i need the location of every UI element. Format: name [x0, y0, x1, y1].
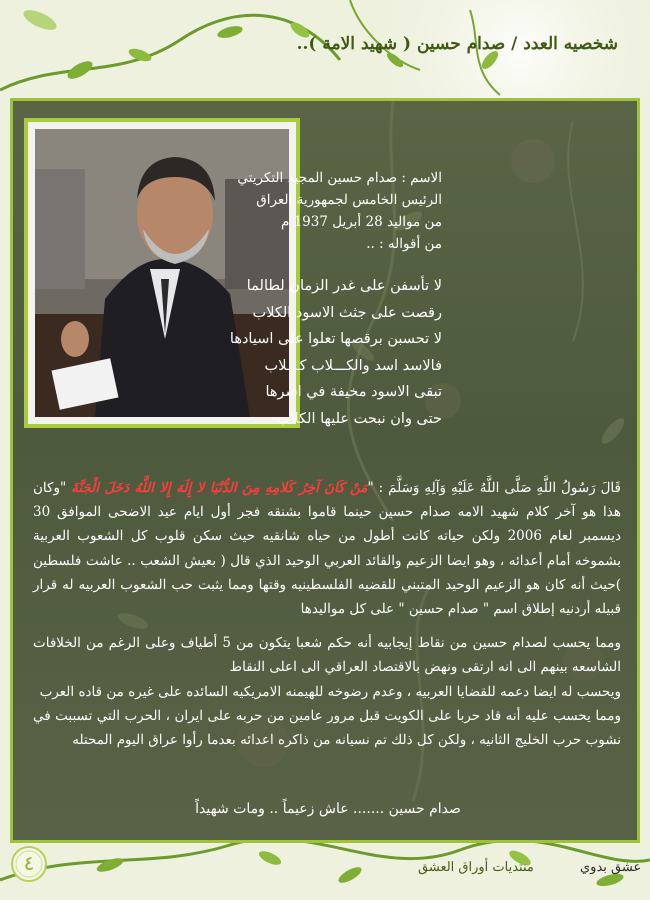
closing-line: صدام حسين ....... عاش زعيماً .. ومات شهيداً	[195, 801, 461, 817]
bio-quotes-label: من أقواله : ..	[366, 236, 442, 252]
article-paragraph-2: ومما يحسب لصدام حسين من نقاط إيجابيه أنه حكم شعبا يتكون من 5 أطياف وعلى الرغم من الخلافات الشاسعه بينهم الى انه ارتقى ونهض بالاقتصاد العراقي الى اعلى النقاط	[33, 635, 622, 676]
article-panel	[10, 98, 640, 843]
bio-block	[112, 167, 442, 255]
poem-line: حتى وان نبحت عليها الكلاب	[276, 410, 442, 427]
article-paragraph-1	[33, 476, 621, 621]
footer-forum-name: منتديات أوراق العشق	[418, 860, 534, 875]
bio-title: الرئيس الخامس لجمهورية العراق	[256, 192, 442, 208]
article-paragraph-4: ومما يحسب عليه أنه قاد حربا على الكويت قبل مرور عامين من حربه على ايران ، الحرب التي تسببت في نشوب حرب الخليج الثانيه ، ولكن كل ذلك تم نسيانه من ذاكره اعدائه بعدما رأوا عراق اليوم المحتله	[33, 707, 621, 749]
page-number: ٤	[23, 851, 35, 875]
poem-line: تبقى الاسود مخيفة في اسرها	[265, 384, 442, 400]
bio-name: الاسم : صدام حسين المجيد التكريتي	[237, 170, 442, 186]
poem-line: رقصت على جثث الاسود الكلاب	[252, 304, 442, 321]
poem-line: فالاسد اسد والكـــلاب كـــلاب	[264, 357, 442, 374]
poem-line: لا تأسفن على غدر الزمان لطالما	[246, 278, 442, 294]
poem-line: لا تحسبن برقصها تعلوا على اسيادها	[229, 331, 442, 347]
hadith-quote: مَنْ كَانَ آخِرُ كَلامِهِ مِنَ الدُّنْيَا لا إِلَهَ إِلا اللَّهُ دَخَلَ الْجَنَّةَ	[71, 480, 368, 496]
bio-birth: من مواليد 28 أبريل 1937 م	[280, 214, 442, 230]
article-body	[33, 476, 621, 752]
article-paragraph-3: ويحسب له ايضا دعمه للقضايا العربيه ، وعدم رضوخه للهيمنه الامريكيه السائده على غيره من قاده العرب	[39, 683, 621, 700]
hadith-intro: قَالَ رَسُولُ اللَّهِ صَلَّى اللَّهُ عَلَيْهِ وَآلِهِ وَسَلَّمَ : "	[367, 480, 621, 496]
page-title: شخصيه العدد / صدام حسين ( شهيد الامة )..	[296, 34, 618, 54]
footer-author: عشق بدوي	[580, 860, 642, 875]
paragraph-1-text: "وكان هذا هو آخر كلام شهيد الامه صدام حسين حينما قاموا بشنقه فجر أول ايام عيد الاضحى الموافق 30 ديسمبر لعام 2006 ولكن حياته كانت أطول من حياه شانقيه حيث سكن قلوب كل الشعوب العربية بشموخه أمام أعدائه ، وهو ايضا الزعيم والقائد العربي الوحيد الذي قال ( بعيش الشعب .. عاشت فلسطين )حيث أنه كان هو الزعيم الوحيد المتبني للقضيه الفلسطينيه وقتها ومما يثبت حب الشعوب العربيه له قرار قبيله أردنيه إطلاق اسم " صدام حسين " على كل مواليدها	[33, 480, 621, 618]
poem-block	[112, 273, 442, 432]
